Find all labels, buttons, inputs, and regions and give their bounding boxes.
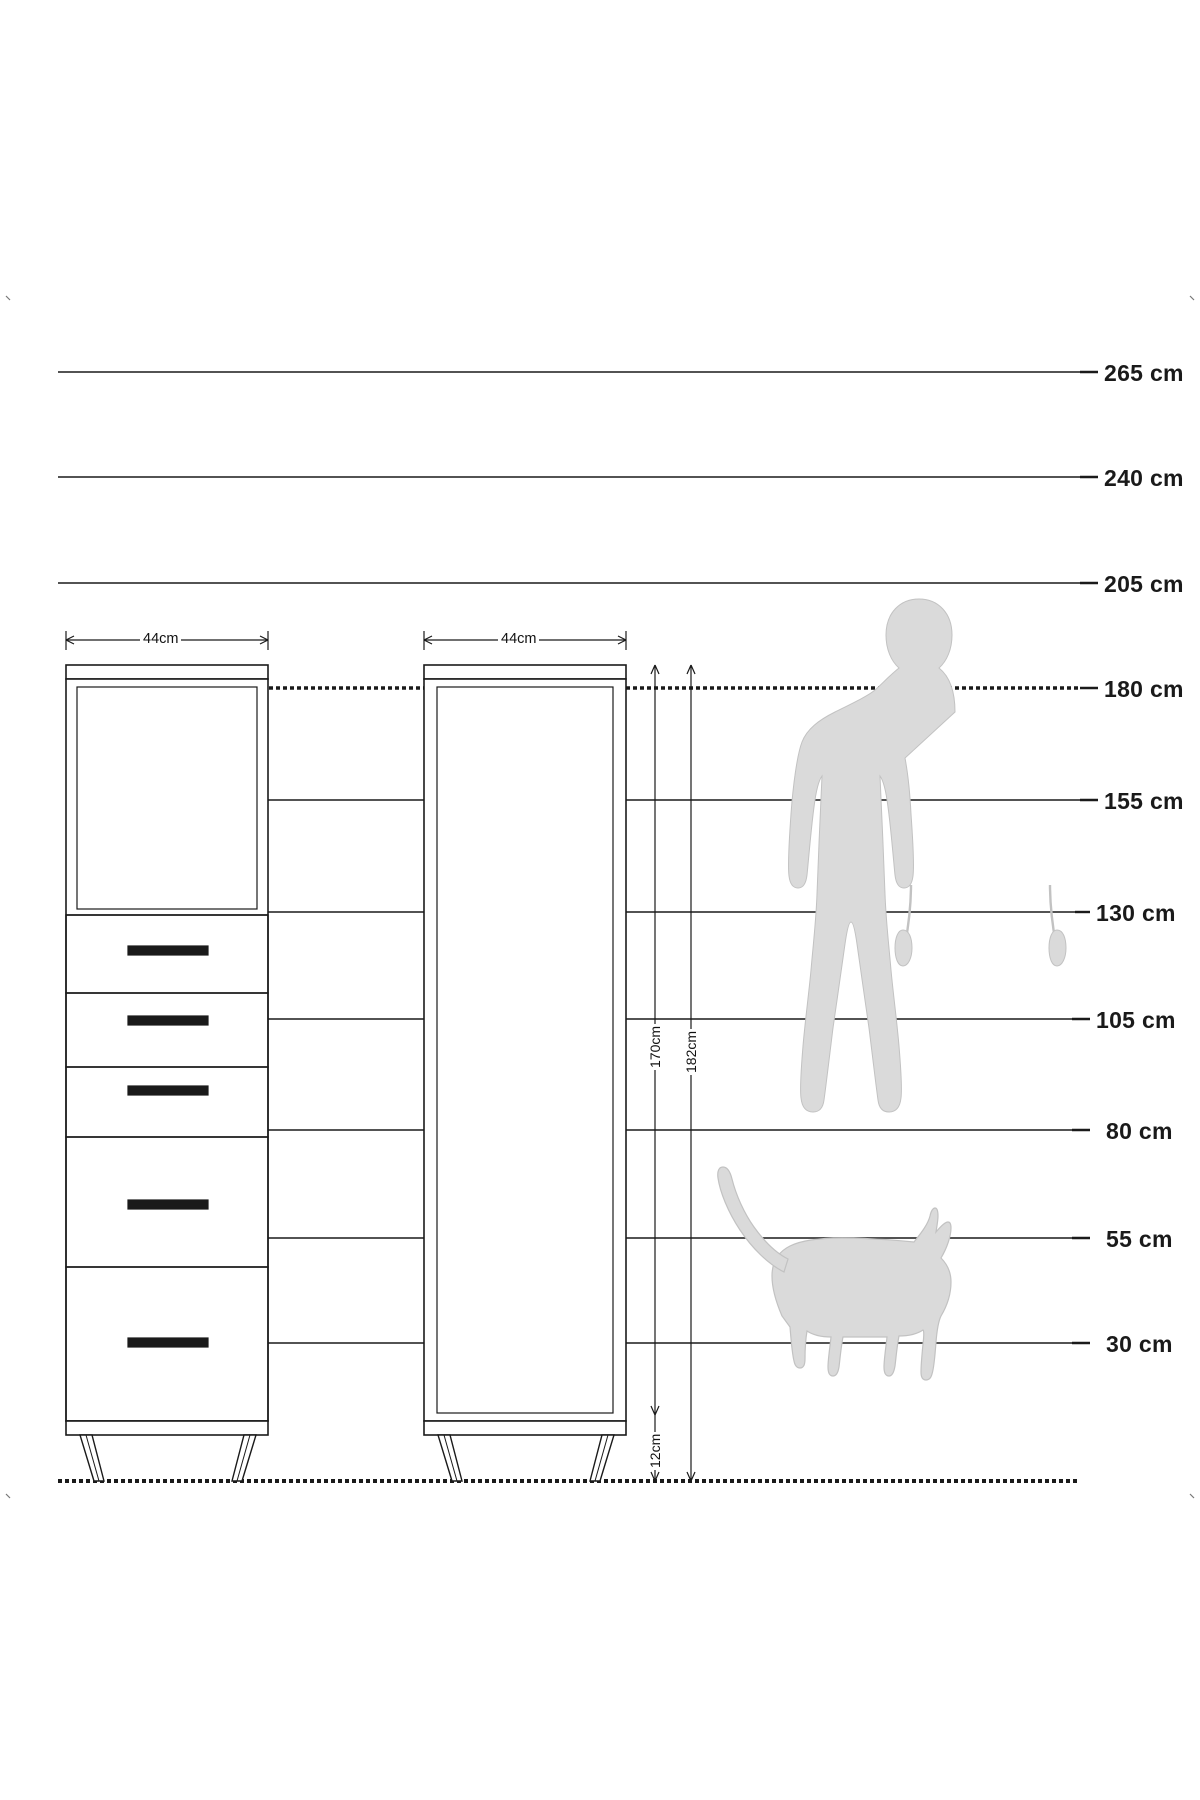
scale-label-155: 155 cm	[1104, 788, 1184, 814]
scale-label-105: 105 cm	[1096, 1007, 1176, 1033]
cabinet-left	[66, 665, 268, 1481]
width-label-right: 44cm	[498, 631, 539, 647]
drawer-handle-4	[128, 1200, 208, 1209]
cabinet-right	[424, 665, 626, 1481]
cabinet-right-door	[437, 687, 613, 1413]
scale-label-55: 55 cm	[1106, 1226, 1173, 1252]
cabinet-left-base	[66, 1421, 268, 1435]
height-label-182: 182cm	[683, 1030, 699, 1073]
cabinet-left-top-cap	[66, 665, 268, 679]
man-silhouette	[789, 599, 1066, 1112]
cat-silhouette	[718, 1167, 951, 1380]
scale-label-130: 130 cm	[1096, 900, 1176, 926]
cabinet-right-base	[424, 1421, 626, 1435]
scale-label-30: 30 cm	[1106, 1331, 1173, 1357]
drawer-handle-3	[128, 1086, 208, 1095]
scale-label-240: 240 cm	[1104, 465, 1184, 491]
drawer-handle-5	[128, 1338, 208, 1347]
scale-label-205: 205 cm	[1104, 571, 1184, 597]
cabinet-left-open-shelf	[77, 687, 257, 909]
scale-label-180: 180 cm	[1104, 676, 1184, 702]
scale-label-80: 80 cm	[1106, 1118, 1173, 1144]
height-label-170: 170cm	[647, 1025, 663, 1068]
width-label-left: 44cm	[140, 631, 181, 647]
height-label-12: 12cm	[647, 1433, 663, 1468]
drawer-handle-1	[128, 946, 208, 955]
cabinet-right-top-cap	[424, 665, 626, 679]
scale-label-265: 265 cm	[1104, 360, 1184, 386]
drawer-handle-2	[128, 1016, 208, 1025]
